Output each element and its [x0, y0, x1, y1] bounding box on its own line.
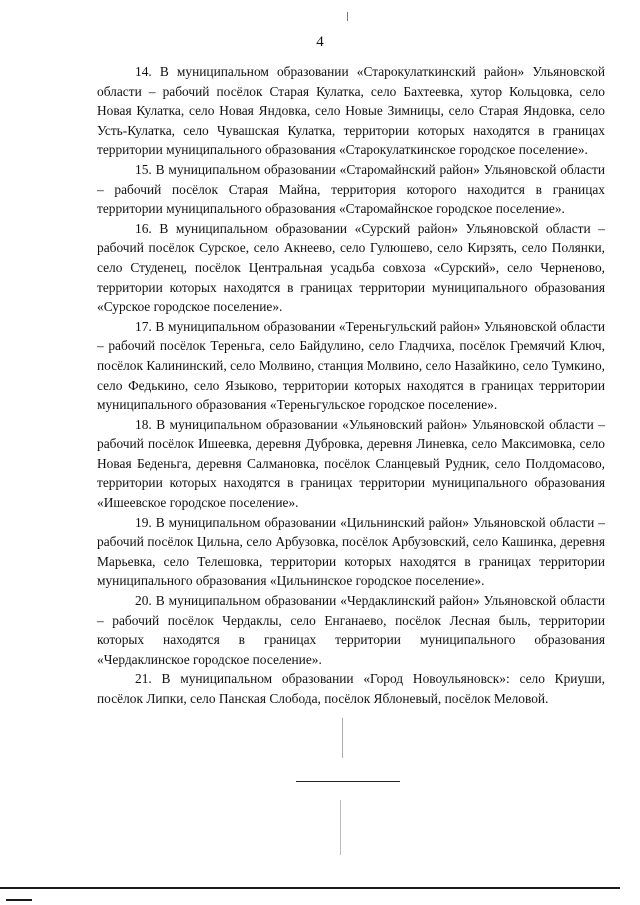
scan-speck [342, 718, 343, 758]
page-number: 4 [316, 34, 324, 50]
paragraph-18: 18. В муниципальном образовании «Ульяновский район» Ульяновской области – рабочий посёлок Ишеевка, деревня Дубровка, деревня Линевка, село Максимовка, село Новая Беденьга, деревня Салмановка, посёлок Сланцевый Рудник, село Полдомасово, территории которых находятся в границах территории муниципального образования «Ишеевское городское поселение». [97, 416, 605, 511]
paragraph-17: 17. В муниципальном образовании «Тереньгульский район» Ульяновской области – рабочий посёлок Тереньга, село Байдулино, село Гладчиха, посёлок Гремячий Ключ, посёлок Калининский, село Молвино, станция Молвино, село Назайкино, село Тумкино, село Федькино, село Языково, территории которых находятся в границах территории муниципального образования «Тереньгульское городское поселение». [97, 318, 605, 413]
paragraph-20: 20. В муниципальном образовании «Чердаклинский район» Ульяновской области – рабочий посёлок Чердаклы, село Енганаево, посёлок Лесная быль, территории которых находятся в границах территории муниципального образования «Чердаклинское городское поселение». [97, 593, 605, 667]
paragraph-16: 16. В муниципальном образовании «Сурский район» Ульяновской области – рабочий посёлок Сурское, село Акнеево, село Гулюшево, село Кирзять, село Полянки, село Студенец, посёлок Центральная усадьба совхоза «Сурский», село Черненово, территории которых находятся в границах территории муниципального образования «Сурское городское поселение». [97, 220, 605, 315]
scan-border-line [0, 887, 620, 889]
end-of-text-rule [296, 781, 400, 782]
paragraph-15: 15. В муниципальном образовании «Старомайнский район» Ульяновской области – рабочий посёлок Старая Майна, территория которого находится в границах территории муниципального образования «Старомайнское городское поселение». [97, 161, 605, 217]
paragraph-19: 19. В муниципальном образовании «Цильнинский район» Ульяновской области – рабочий посёлок Цильна, село Арбузовка, посёлок Арбузовский, село Кашинка, деревня Марьевка, село Телешовка, территории которых находятся в границах территории муниципального образования «Цильнинское городское поселение». [97, 514, 605, 589]
scan-speck [347, 12, 348, 21]
scan-edge-mark [6, 899, 32, 901]
scan-speck [340, 800, 341, 855]
paragraph-21: 21. В муниципальном образовании «Город Новоульяновск»: село Криуши, посёлок Липки, село Панская Слобода, посёлок Яблоневый, посёлок Меловой. [97, 671, 605, 706]
document-body [97, 62, 605, 709]
paragraph-14: 14. В муниципальном образовании «Старокулаткинский район» Ульяновской области – рабочий посёлок Старая Кулатка, село Бахтеевка, хутор Кольцовка, село Новая Кулатка, село Новая Яндовка, село Новые Зимницы, село Старая Яндовка, село Усть-Кулатка, село Чувашская Кулатка, территории которых находятся в границах территории муниципального образования «Старокулаткинское городское поселение». [97, 64, 605, 158]
